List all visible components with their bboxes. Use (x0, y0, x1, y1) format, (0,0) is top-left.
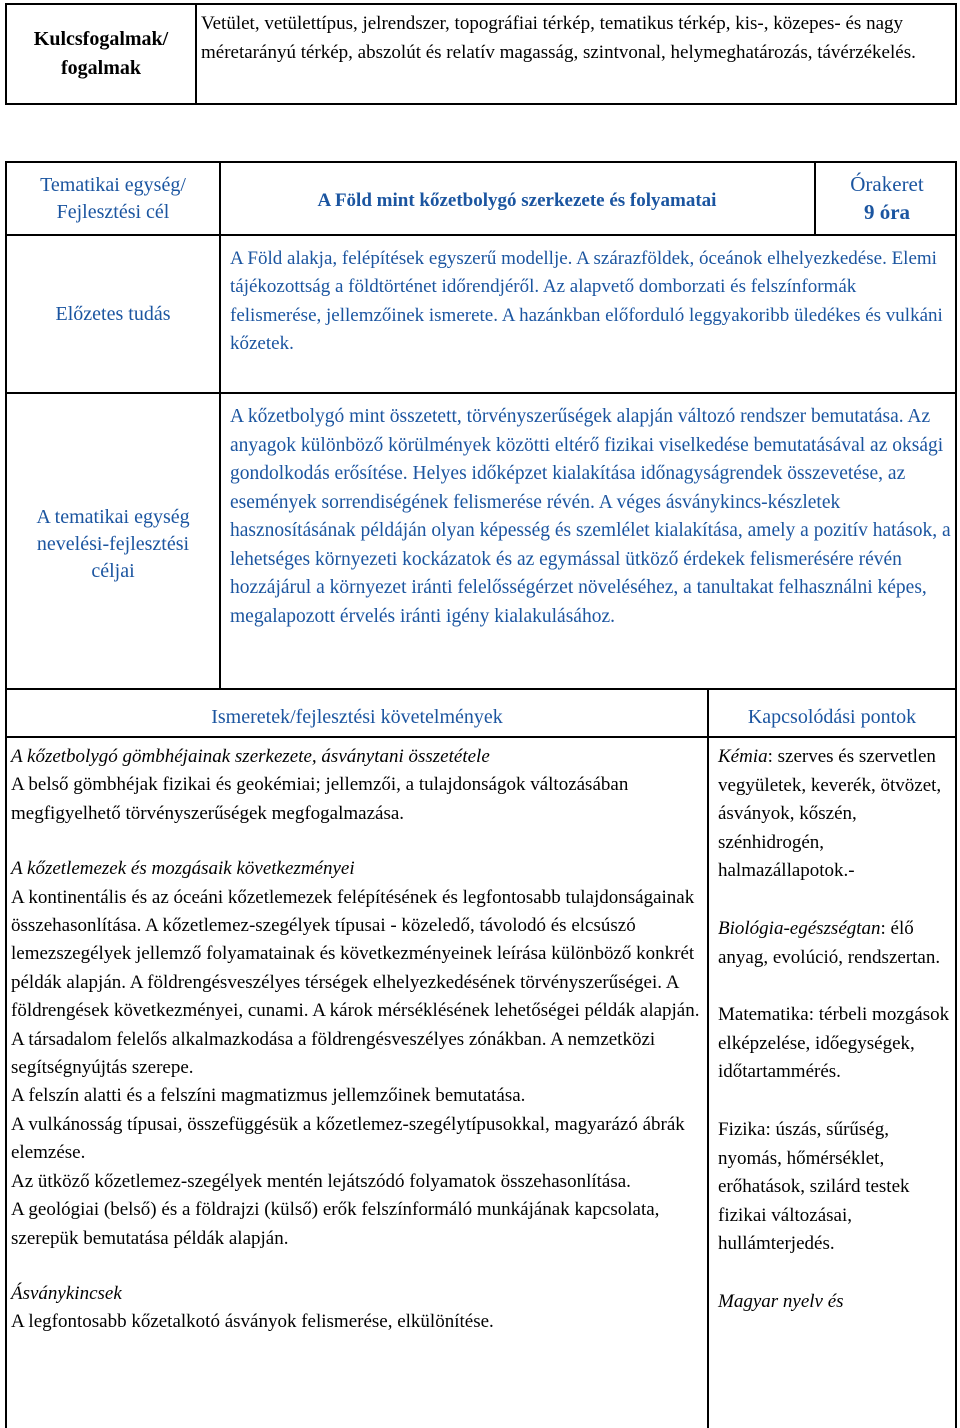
section-text: A legfontosabb kőzetalkotó ásványok felismerése, elkülönítése. (11, 1311, 494, 1333)
section-text: A kontinentális és az óceáni kőzetlemezek felépítésének és legfontosabb tulajdonságainak összehasonlítása. A kőzetlemez-szegélyek típusai - közeledő, távolodó és elcsúszó lemezszegélyek jellemző folyamatainak és következményeinek leírása különböző konkrét példák alapján. A földrengésveszélyes térségek elhelyezkedésének törvényszerűségei. A földrengések következményei, cunami. A károk mérséklésének lehetőségei példák alapján. A társadalom felelős alkalmazkodása a földrengésveszélyes zónákban. A nemzetközi segítségnyújtás szerepe. (11, 886, 700, 1079)
prior-knowledge-label: Előzetes tudás (55, 303, 171, 325)
connection-hungarian: Magyar nyelv és (718, 1290, 844, 1312)
connection-physics: Fizika: úszás, sűrűség, nyomás, hőmérséklet, erőhatások, szilárd testek fizikai változásai, hullámterjedés. (718, 1118, 910, 1255)
connection-chemistry: Kémia: szerves és szervetlen vegyületek, keverék, ötvözet, ásványok, kőszén, szénhidrogén, halmazállapotok.- (718, 746, 942, 882)
section-title: Ásványkincsek (11, 1282, 122, 1304)
hours-box (818, 170, 956, 226)
section-text: A felszín alatti és a felszíni magmatizmus jellemzőinek bemutatása. (11, 1085, 526, 1107)
section-text: A vulkánosság típusai, összefüggésük a kőzetlemez-szegélytípusokkal, magyarázó ábrák elemzése. (11, 1113, 685, 1164)
prior-knowledge-text: A Föld alakja, felépítések egyszerű modellje. A szárazföldek, óceánok elhelyezkedése. Elemi tájékozottság a földtörténet időrendjéről. Az alapvető domborzati és felszínformák felismerése, jellemzőinek ismerete. A hazánkban előforduló leggyakoribb üledékes és vulkáni kőzetek. (230, 248, 943, 354)
knowledge-column (11, 743, 703, 1337)
section-title: A kőzetlemezek és mozgásaik következményei (11, 858, 355, 880)
goals-text: A kőzetbolygó mint összetett, törvényszerűségek alapján változó rendszer bemutatása. Az anyagok különböző körülmények közötti eltérő fizikai viselkedése bemutatásával az oksági gondolkodás erősítése. Helyes időképzet kialakítása időnagyságrendek összevetése, az események sorrendiségének felismerése révén. A véges ásványkincs-készletek hasznosításának példáján olyan képesség és szemlélet kialakítása, amely a pozitív hatások, a lehetséges környezeti kockázatok és az egymással ütköző érdekek felismerésére révén hozzájárul a környezet iránti felelősségérzet növeléséhez, a tanultakat felhasználni képes, megalapozott érvelés iránti igény kialakulásához. (230, 406, 951, 627)
goals-label: A tematikai egység nevelési-fejlesztési céljai (36, 506, 190, 582)
connections-column (718, 743, 956, 1317)
connections-header: Kapcsolódási pontok (747, 705, 917, 728)
key-concepts-text: Vetület, vetülettípus, jelrendszer, topográfiai térkép, tematikus térkép, kis-, közepes- és nagy méretarányú térkép, abszolút és relatív magasság, szintvonal, helymeghatározás, távérzékelés. (201, 13, 916, 63)
connection-biology: Biológia-egészségtan: élő anyag, evolúció, rendszertan. (718, 917, 941, 968)
hours-value: 9 óra (863, 200, 911, 224)
hours-label: Órakeret (850, 172, 924, 196)
connection-math: Matematika: térbeli mozgások elképzelése, időegységek, időtartammérés. (718, 1004, 950, 1083)
section-text: A geológiai (belső) és a földrajzi (külső) erők felszínformáló munkájának kapcsolata, szerepük bemutatása példák alapján. (11, 1199, 660, 1249)
section-title: A kőzetbolygó gömbhéjainak szerkezete, ásványtani összetétele (11, 746, 490, 767)
key-concepts-label: Kulcsfogalmak/ fogalmak (33, 28, 169, 79)
section-text: A belső gömbhéjak fizikai és geokémiai; jellemzői, a tulajdonságok változásában megfigyelhető törvényszerűségek megfogalmazása. (11, 774, 629, 824)
knowledge-header: Ismeretek/fejlesztési követelmények (211, 705, 503, 728)
section-text: Az ütköző kőzetlemez-szegélyek mentén lejátszódó folyamatok összehasonlítása. (11, 1170, 631, 1192)
unit-label: Tematikai egység/ Fejlesztési cél (40, 174, 186, 223)
unit-title: A Föld mint kőzetbolygó szerkezete és folyamatai (317, 190, 717, 211)
